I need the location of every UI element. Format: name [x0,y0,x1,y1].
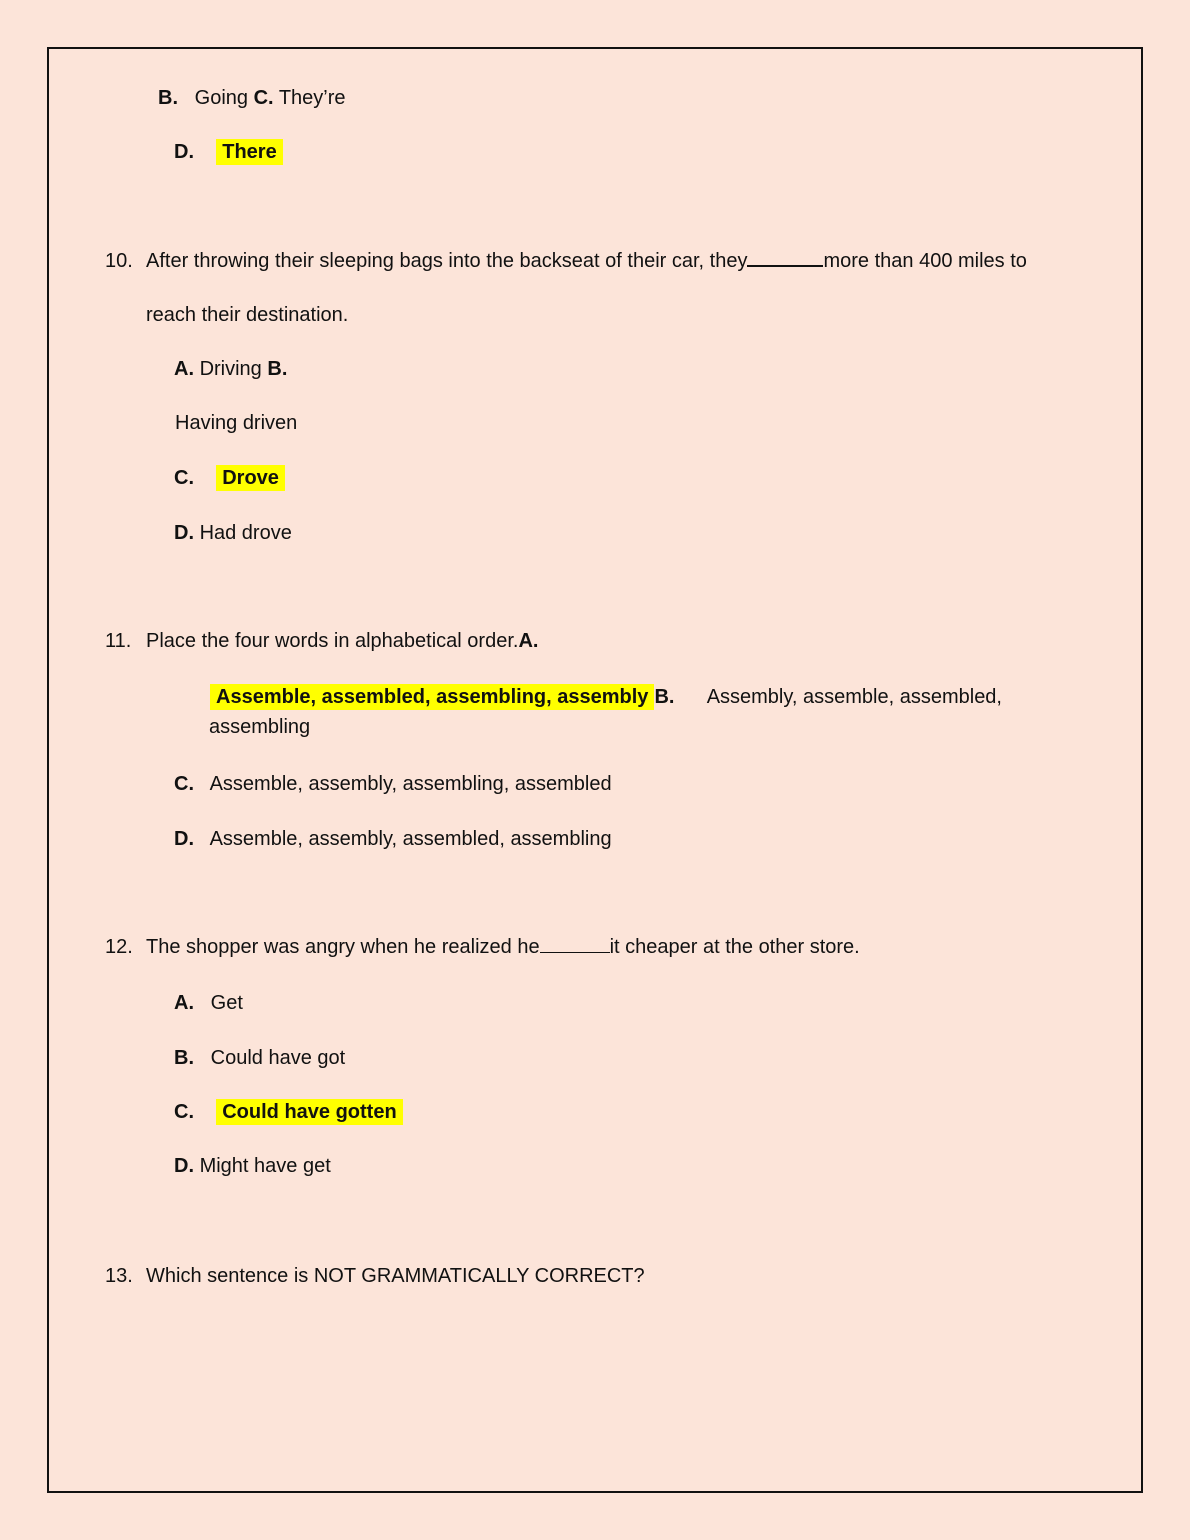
q12-stem [146,934,860,960]
q10-d-letter: D. [174,522,194,544]
q10-c-letter: C. [174,467,194,489]
q11-b-letter: B. [654,686,675,708]
q12-text-after: it cheaper at the other store. [609,936,860,958]
q9-c-letter: C. [253,87,274,109]
q10-d-text: Had drove [199,522,292,544]
q12-b-letter: B. [174,1047,194,1069]
q12-d-letter: D. [174,1155,194,1177]
q11-d-text: Assemble, assembly, assembled, assembling [209,828,612,850]
q10-number: 10. [105,250,133,272]
q12-blank [540,936,610,953]
q11-option-d [174,826,612,852]
q12-c-answer-highlight: Could have gotten [216,1099,402,1125]
q12-d-text: Might have get [199,1155,331,1177]
q10-text-after: more than 400 miles to [823,250,1027,272]
q10-stem [146,248,1027,274]
q11-stem [146,628,538,654]
q9-c-text: They’re [278,87,346,109]
q10-option-c [174,465,285,491]
q11-text: Place the four words in alphabetical order. [146,630,519,652]
q12-b-text: Could have got [210,1047,346,1069]
q10-text-before: After throwing their sleeping bags into the backseat of their car, they [146,250,748,272]
q11-option-c [174,771,612,797]
q11-b-text: Assembly, assemble, assembled, [706,686,1002,708]
q9-option-b-c [158,85,346,111]
q10-blank [747,249,823,267]
q11-option-a-b [210,684,1002,710]
q11-number: 11. [105,630,132,652]
q13-number: 13. [105,1265,133,1287]
q12-c-letter: C. [174,1101,194,1123]
q11-a-letter: A. [518,630,539,652]
q12-a-letter: A. [174,992,194,1014]
q9-b-letter: B. [158,87,178,109]
q9-d-answer-highlight: There [216,139,282,165]
q12-option-c [174,1099,403,1125]
q11-a-answer-highlight: Assemble, assembled, assembling, assembly [210,684,654,710]
q12-option-d [174,1153,331,1179]
q10-b-letter: B. [267,358,288,380]
q10-b-text: Having driven [175,412,298,434]
q13-stem: Which sentence is NOT GRAMMATICALLY CORRECT? [146,1265,645,1287]
q11-c-letter: C. [174,773,194,795]
q10-stem-line2: reach their destination. [146,304,349,326]
q10-a-letter: A. [174,358,194,380]
q10-c-answer-highlight: Drove [216,465,285,491]
q12-number: 12. [105,936,133,958]
q9-option-d [174,139,283,165]
q9-b-text: Going [194,87,249,109]
q11-d-letter: D. [174,828,194,850]
q9-d-letter: D. [174,141,194,163]
q10-option-a-b [174,356,287,382]
q12-option-b [174,1045,345,1071]
q12-a-text: Get [210,992,243,1014]
q12-text-before: The shopper was angry when he realized he [146,936,540,958]
q11-c-text: Assemble, assembly, assembling, assembled [209,773,612,795]
q10-a-text: Driving [199,358,262,380]
q10-option-d [174,520,292,546]
q11-b-text-cont: assembling [209,716,311,738]
q12-option-a [174,990,243,1016]
